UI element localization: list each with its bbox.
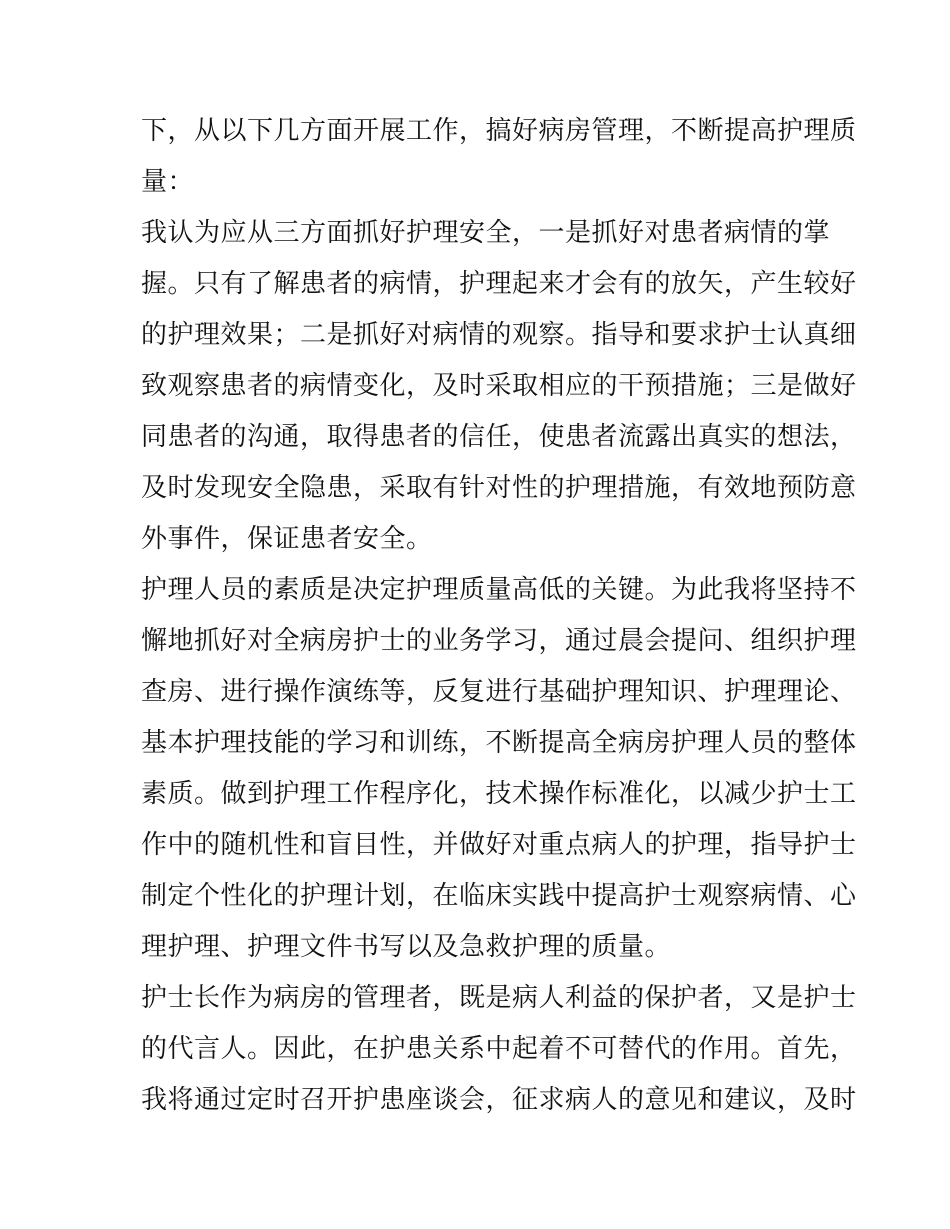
text-line: 理护理、护理文件书写以及急救护理的质量。	[141, 932, 672, 962]
document-body	[141, 106, 857, 1126]
text-line: 致观察患者的病情变化，及时采取相应的干预措施；三是做好	[141, 371, 857, 401]
text-line: 制定个性化的护理计划，在临床实践中提高护士观察病情、心	[141, 881, 857, 911]
text-line: 外事件，保证患者安全。	[141, 524, 433, 554]
text-line: 的代言人。因此，在护患关系中起着不可替代的作用。首先，	[141, 1034, 857, 1064]
text-line: 量：	[141, 167, 195, 197]
text-line: 的护理效果；二是抓好对病情的观察。指导和要求护士认真细	[141, 320, 857, 350]
text-line: 握。只有了解患者的病情，护理起来才会有的放矢，产生较好	[141, 269, 857, 299]
text-line: 查房、进行操作演练等，反复进行基础护理知识、护理理论、	[141, 677, 857, 707]
text-line: 及时发现安全隐患，采取有针对性的护理措施，有效地预防意	[141, 473, 857, 503]
text-line: 护士长作为病房的管理者，既是病人利益的保护者，又是护士	[141, 983, 857, 1013]
text-line: 作中的随机性和盲目性，并做好对重点病人的护理，指导护士	[141, 830, 857, 860]
text-line: 我将通过定时召开护患座谈会，征求病人的意见和建议，及时	[141, 1085, 857, 1115]
text-line: 下，从以下几方面开展工作，搞好病房管理，不断提高护理质	[141, 116, 857, 146]
text-line: 我认为应从三方面抓好护理安全，一是抓好对患者病情的掌	[141, 218, 831, 248]
text-line: 同患者的沟通，取得患者的信任，使患者流露出真实的想法，	[141, 422, 857, 452]
text-line: 基本护理技能的学习和训练，不断提高全病房护理人员的整体	[141, 728, 857, 758]
text-line: 护理人员的素质是决定护理质量高低的关键。为此我将坚持不	[141, 575, 857, 605]
text-line: 素质。做到护理工作程序化，技术操作标准化，以减少护士工	[141, 779, 857, 809]
text-line: 懈地抓好对全病房护士的业务学习，通过晨会提问、组织护理	[141, 626, 857, 656]
